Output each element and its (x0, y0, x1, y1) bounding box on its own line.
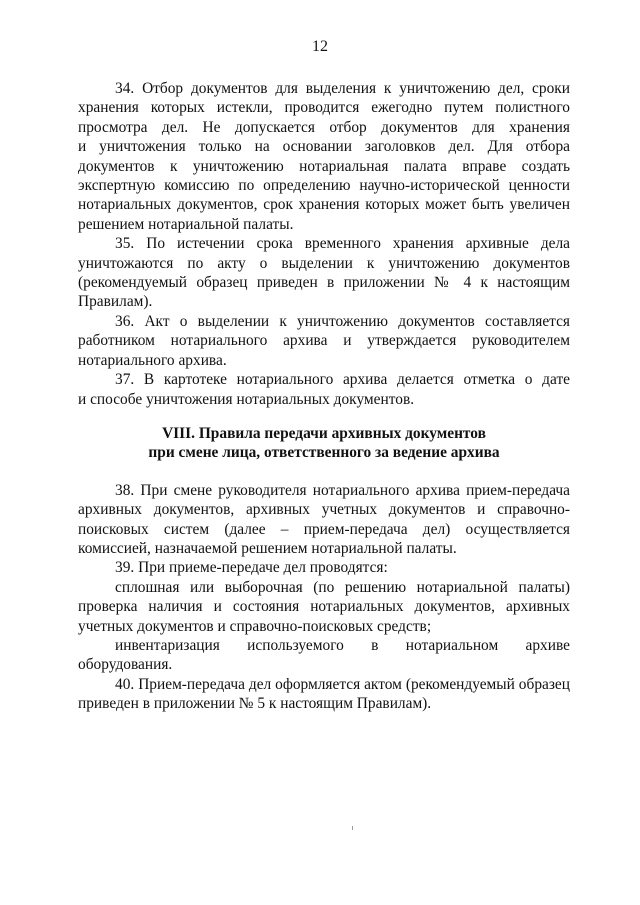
scan-artifact (352, 826, 353, 830)
paragraph (78, 481, 570, 559)
paragraph (78, 636, 570, 675)
text-line: хранения которых истекли, проводится ежегодно путем полистного (78, 99, 570, 117)
text-line: оборудования. (78, 656, 173, 674)
text-line: Правилам). (78, 293, 153, 311)
page-number: 12 (312, 38, 328, 55)
paragraph (78, 370, 570, 409)
text-line: работником нотариального архива и утверждается руководителем (78, 332, 570, 350)
text-line: нотариального архива. (78, 351, 227, 369)
text-line: (рекомендуемый образец приведен в приложении № 4 к настоящим (78, 274, 570, 292)
text-line: инвентаризация используемого в нотариальном архиве (115, 636, 570, 654)
text-line: просмотра дел. Не допускается отбор документов для хранения (78, 118, 570, 136)
text-line: архивных документов, архивных учетных документов и справочно- (78, 501, 570, 519)
paragraph (78, 234, 570, 312)
text-line: проверка наличия и состояния нотариальных документов, архивных (78, 598, 570, 616)
document-body (78, 79, 570, 714)
text-line: уничтожаются по акту о выделении к уничтожению документов (78, 254, 570, 272)
paragraph (78, 79, 570, 234)
text-line: 37. В картотеке нотариального архива делается отметка о дате (115, 371, 570, 389)
text-line: 34. Отбор документов для выделения к уничтожению дел, сроки (115, 80, 570, 97)
text-line: 39. При приеме-передаче дел проводятся: (115, 559, 388, 577)
text-line: нотариальных документов, срок хранения которых может быть увеличен (78, 196, 570, 214)
text-line: и уничтожения только на основании заголовков дел. Для отбора (78, 138, 570, 156)
text-line: сплошная или выборочная (по решению нотариальной палаты) (115, 578, 570, 596)
text-line: комиссией, назначаемой решением нотариальной палаты. (78, 539, 457, 557)
text-line: экспертную комиссию по определению научно-исторической ценности (78, 177, 570, 195)
text-line: 36. Акт о выделении к уничтожению документов составляется (115, 312, 570, 330)
text-line: решением нотариальной палаты. (78, 215, 294, 233)
text-line: учетных документов и справочно-поисковых средств; (78, 617, 432, 635)
text-line: и способе уничтожения нотариальных документов. (78, 390, 415, 408)
text-line: 40. Прием-передача дел оформляется актом (рекомендуемый образец (115, 675, 570, 693)
paragraph (78, 578, 570, 636)
text-line: 38. При смене руководителя нотариального архива прием-передача (115, 481, 570, 499)
heading-line: VIII. Правила передачи архивных документов (162, 424, 486, 442)
text-line: документов к уничтожению нотариальная палата вправе создать (78, 157, 570, 175)
paragraph (78, 558, 570, 577)
text-line: 35. По истечении срока временного хранения архивные дела (115, 235, 570, 253)
section-heading (78, 424, 570, 463)
text-line: поисковых систем (далее – прием-передача дел) осуществляется (78, 520, 570, 538)
heading-line: при смене лица, ответственного за ведение архива (148, 444, 500, 462)
paragraph (78, 675, 570, 714)
paragraph (78, 312, 570, 370)
text-line: приведен в приложении № 5 к настоящим Правилам). (78, 695, 432, 713)
